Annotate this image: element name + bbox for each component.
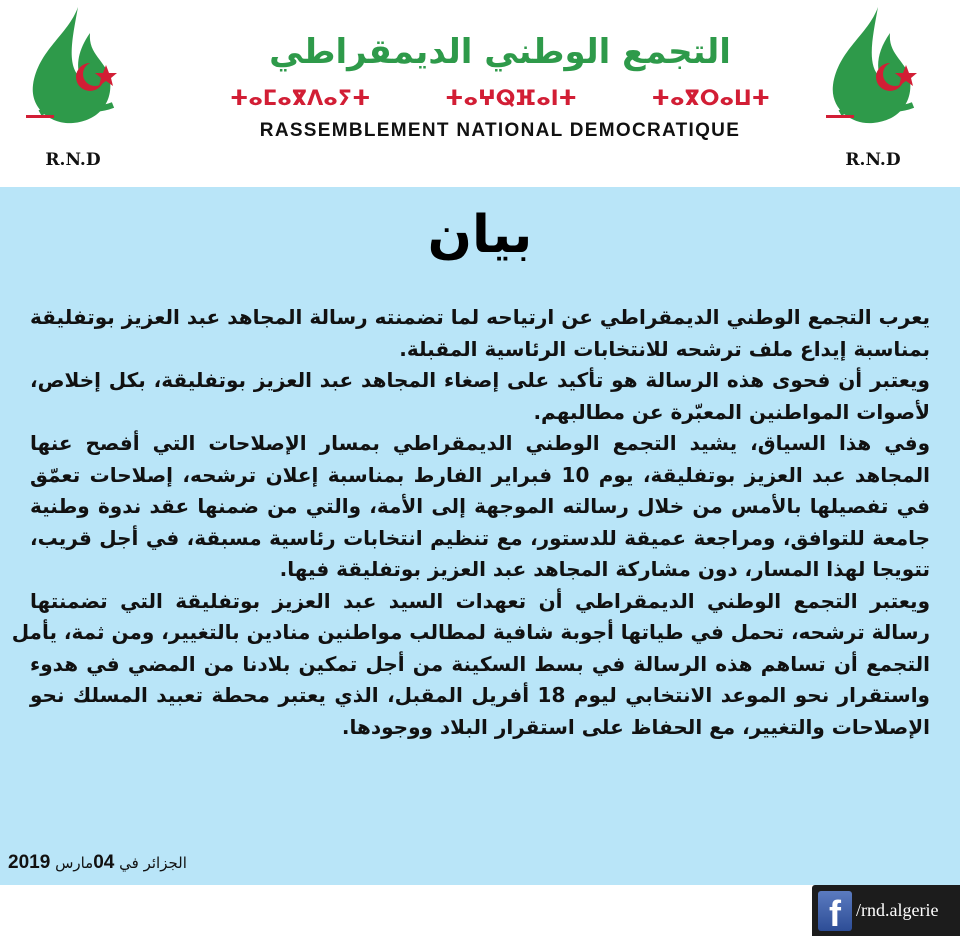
statement-body bbox=[11, 302, 930, 743]
statement-line: يعرب التجمع الوطني الديمقراطي عن ارتياحه لما تضمنته رسالة المجاهد عبد العزيز بوتفليقة bbox=[30, 305, 930, 329]
party-name-arabic: التجمع الوطني الديمقراطي bbox=[269, 32, 731, 72]
statement-line: في تفصيلها بالأمس من خلال رسالته الموجهة إلى الأمة، والتي من ضمنها عقد ندوة وطنية bbox=[30, 494, 930, 518]
date-line bbox=[8, 852, 187, 874]
statement-line: لأصوات المواطنين المعبّرة عن مطالبهم. bbox=[533, 399, 930, 424]
logo-text: R.N.D bbox=[845, 150, 901, 170]
rnd-logo-left bbox=[18, 5, 128, 170]
statement-heading: بيان bbox=[427, 205, 533, 265]
statement-line: رسالة ترشحه، تحمل في طياتها أجوبة شافية لمطالب مواطنين منادين بالتغيير، ومن ثمة، يأمل bbox=[11, 620, 930, 644]
party-name-tifinagh bbox=[230, 86, 770, 110]
tifinagh-word: ⵜⴰⴳⵔⴰⵡⵜ bbox=[651, 86, 770, 110]
flame-logo-icon bbox=[18, 5, 128, 145]
logo-text: R.N.D bbox=[45, 150, 101, 170]
statement-line: المجاهد عبد العزيز بوتفليقة، يوم 10 فبراير الفارط بمناسبة إعلان ترشحه، إصلاحات تعمّق bbox=[30, 462, 930, 487]
date-year: 2019 bbox=[8, 852, 51, 873]
date-place: الجزائر في bbox=[119, 854, 187, 872]
tifinagh-word: ⵜⴰⵎⴰⴳⴷⴰⵢⵜ bbox=[230, 86, 371, 110]
statement-line: وفي هذا السياق، يشيد التجمع الوطني الديمقراطي بمسار الإصلاحات التي أفصح عنها bbox=[30, 431, 930, 455]
statement-line: ويعتبر أن فحوى هذه الرسالة هو تأكيد على إصغاء المجاهد عبد العزيز بوتفليقة، بكل إخلاص، bbox=[30, 368, 930, 392]
statement-line: الإصلاحات والتغيير، مع الحفاظ على استقرار البلاد ووجودها. bbox=[341, 714, 930, 739]
statement-line: التجمع أن تساهم هذه الرسالة في بسط السكينة من أجل تمكين بلادنا من المضي في هدوء bbox=[30, 651, 930, 676]
letterhead bbox=[0, 0, 960, 187]
date-month: مارس bbox=[55, 854, 94, 872]
facebook-handle[interactable]: /rnd.algerie bbox=[856, 900, 939, 920]
rnd-logo-right bbox=[818, 5, 928, 170]
facebook-link[interactable] bbox=[812, 885, 960, 936]
flame-logo-icon bbox=[818, 5, 928, 145]
date-day: 04 bbox=[93, 852, 115, 873]
statement-line: بمناسبة إيداع ملف ترشحه للانتخابات الرئاسية المقبلة. bbox=[399, 336, 930, 361]
statement-line: ويعتبر التجمع الوطني الديمقراطي أن تعهدات السيد عبد العزيز بوتفليقة التي تضمنتها bbox=[30, 588, 930, 613]
facebook-icon: f bbox=[818, 891, 852, 931]
tifinagh-word: ⵜⴰⵖⵕⴼⴰⵏⵜ bbox=[445, 86, 577, 110]
statement-line: جامعة للتوافق، ومراجعة عميقة للدستور، مع تنظيم انتخابات رئاسية مسبقة، في أجل قريب، bbox=[30, 525, 930, 550]
statement-line: تتويجا لهذا المسار، دون مشاركة المجاهد عبد العزيز بوتفليقة فيها. bbox=[279, 557, 930, 581]
statement-line: واستقرار نحو الموعد الانتخابي ليوم 18 أفريل المقبل، الذي يعتبر محطة تعبيد المسلك نحو bbox=[30, 683, 930, 707]
party-name-french: RASSEMBLEMENT NATIONAL DEMOCRATIQUE bbox=[259, 120, 741, 141]
